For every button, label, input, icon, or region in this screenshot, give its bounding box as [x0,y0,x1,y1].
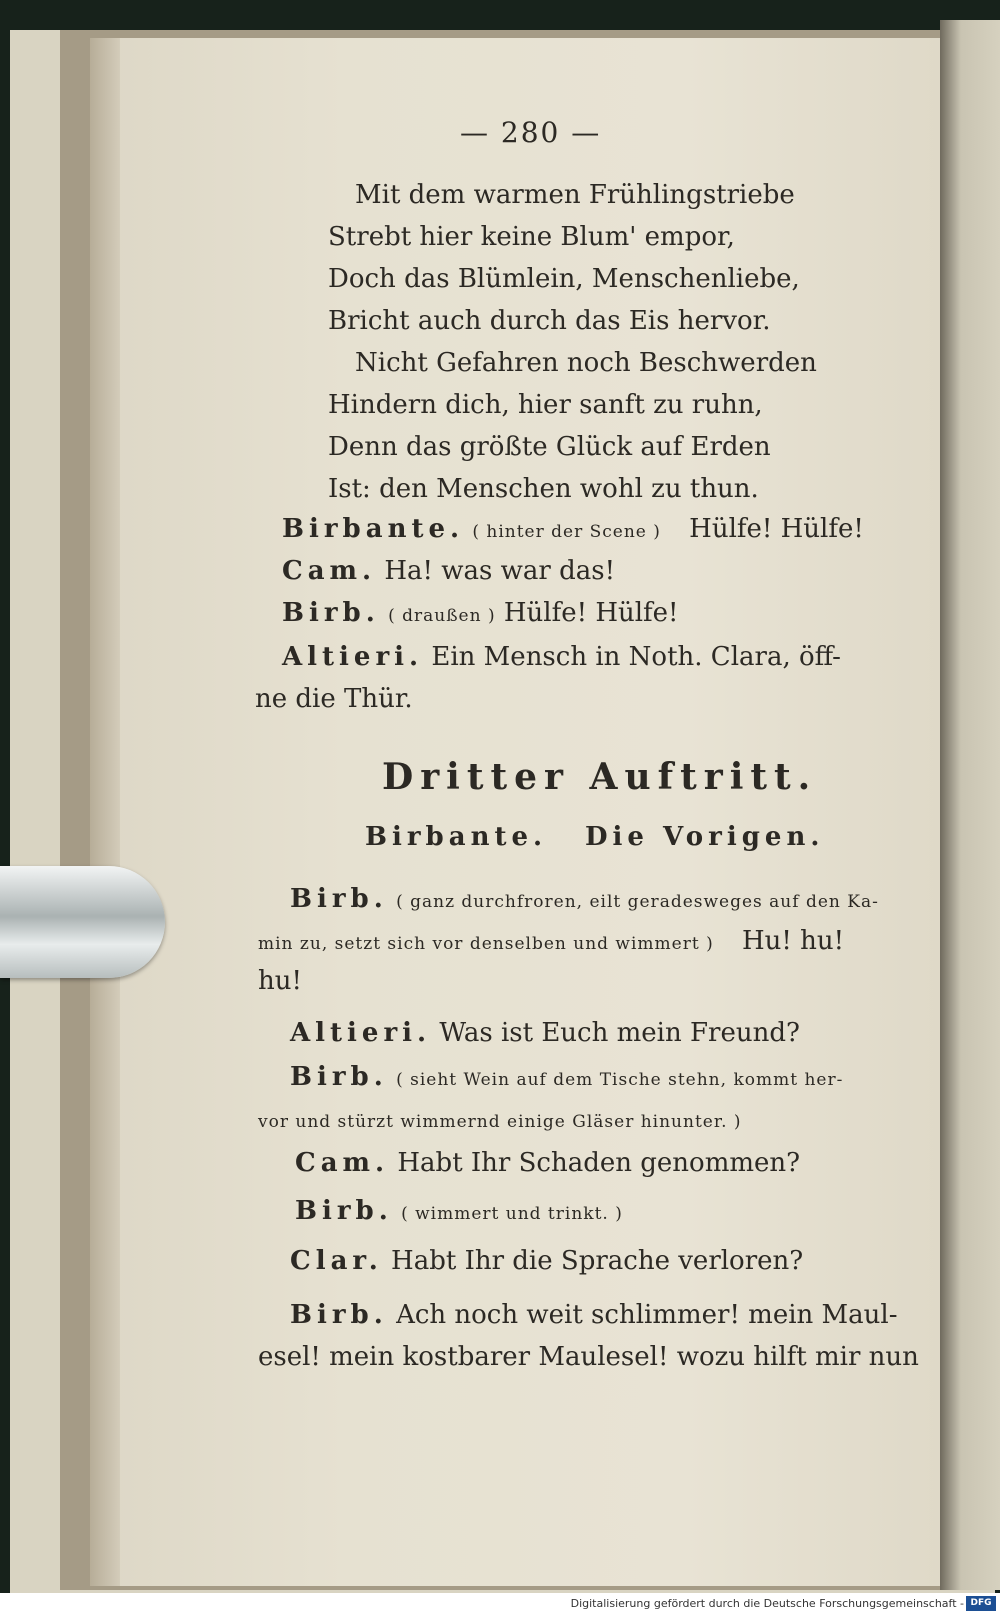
speaker-name: Birb. [290,1300,388,1330]
stage-direction: ( hinter der Scene ) [472,522,661,542]
scene-cast-left: Birbante. [365,822,548,852]
dialogue-line [290,1018,800,1048]
dialogue-line [290,1300,898,1330]
stage-direction: ( sieht Wein auf dem Tische stehn, kommt her- [396,1070,844,1090]
verse-line: Mit dem warmen Frühlingstriebe [355,180,795,210]
verse-line: Strebt hier keine Blum' empor, [328,222,735,252]
dialogue-line [295,1196,623,1226]
dialogue-line [295,1148,800,1178]
speech: Was ist Euch mein Freund? [439,1018,800,1048]
glass-page-holder [0,866,165,978]
dialogue-line: hu! [258,966,302,996]
dfg-logo: DFG [966,1596,996,1611]
speaker-name: Birb. [290,884,388,914]
speaker-name: Birbante. [282,514,465,544]
stage-direction: min zu, setzt sich vor denselben und wimmert ) [258,934,714,954]
dialogue-line [258,1104,742,1134]
footer-bar [0,1593,1000,1615]
page-number: — 280 — [460,116,602,149]
speaker-name: Altieri. [290,1018,432,1048]
scene-heading: Dritter Auftritt. [382,756,818,798]
gutter-shadow [90,38,120,1586]
speech: Hülfe! Hülfe! [689,514,864,544]
dialogue-line: ne die Thür. [255,684,413,714]
verse-line: Ist: den Menschen wohl zu thun. [328,474,759,504]
speech: Habt Ihr die Sprache verloren? [391,1246,804,1276]
speaker-name: Birb. [295,1196,393,1226]
stage-direction: vor und stürzt wimmernd einige Gläser hinunter. ) [258,1112,742,1132]
stage-direction: ( wimmert und trinkt. ) [401,1204,623,1224]
stage-direction: ( ganz durchfroren, eilt geradesweges auf den Ka- [396,892,879,912]
dialogue-line [282,598,679,628]
scene-cast-right: Die Vorigen. [585,822,825,852]
footer-credit: Digitalisierung gefördert durch die Deutsche Forschungsgemeinschaft - [570,1597,964,1610]
stage-direction: ( draußen ) [388,606,496,626]
speech: Ach noch weit schlimmer! mein Maul- [396,1300,898,1330]
dialogue-line [290,1246,803,1276]
dialogue-line [258,926,844,956]
speaker-name: Clar. [290,1246,383,1276]
verse-line: Bricht auch durch das Eis hervor. [328,306,771,336]
dialogue-line [290,884,879,914]
dialogue-line [282,642,841,672]
speech: Hu! hu! [741,926,845,956]
facing-page-edge [940,20,1000,1590]
speaker-name: Birb. [282,598,380,628]
speech: Ha! was war das! [384,556,616,586]
speaker-name: Cam. [282,556,377,586]
dialogue-line [282,514,864,544]
dialogue-line [282,556,615,586]
dialogue-line: esel! mein kostbarer Maulesel! wozu hilft mir nun [258,1342,919,1372]
verse-line: Hindern dich, hier sanft zu ruhn, [328,390,763,420]
speaker-name: Birb. [290,1062,388,1092]
speaker-name: Altieri. [282,642,424,672]
verse-line: Doch das Blümlein, Menschenliebe, [328,264,800,294]
dialogue-line [290,1062,843,1092]
speaker-name: Cam. [295,1148,390,1178]
speech: Ein Mensch in Noth. Clara, öff- [431,642,841,672]
verse-line: Nicht Gefahren noch Beschwerden [355,348,817,378]
verse-line: Denn das größte Glück auf Erden [328,432,771,462]
speech: Habt Ihr Schaden genommen? [397,1148,801,1178]
speech: Hülfe! Hülfe! [503,598,679,628]
